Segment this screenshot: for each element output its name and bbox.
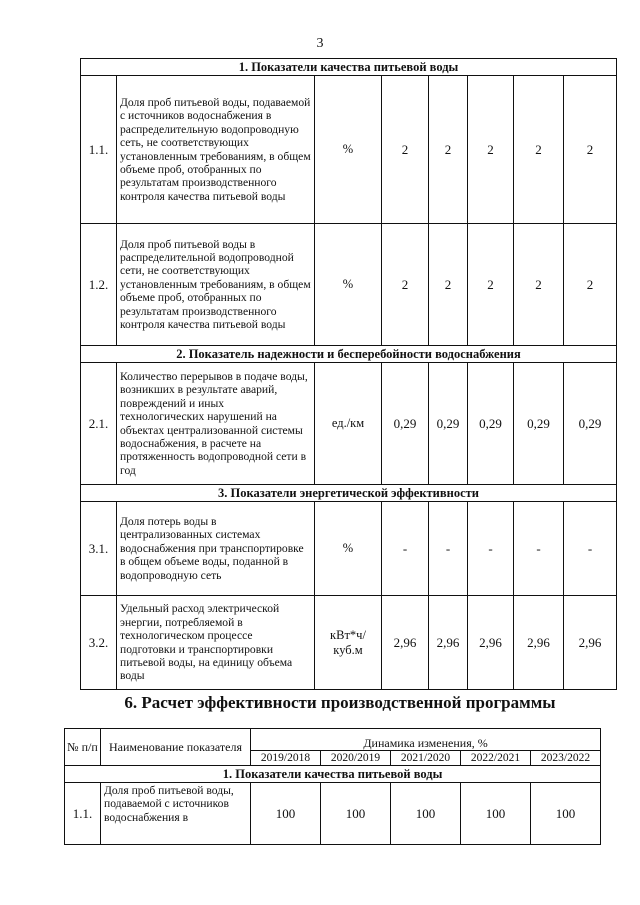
indicator-description: Доля потерь воды в централизованных системах водоснабжения при транспортировке в общем объеме воды, поданной в водопроводную сеть (117, 502, 315, 596)
year-header: 2019/2018 (251, 751, 321, 766)
efficiency-table (64, 728, 601, 845)
value-cell: 0,29 (564, 363, 617, 485)
section-row (81, 59, 617, 76)
value-cell: 100 (391, 783, 461, 845)
value-cell: 2,96 (564, 596, 617, 690)
value-cell: 2 (429, 224, 468, 346)
column-header-name: Наименование показателя (101, 729, 251, 766)
table-row (81, 363, 617, 485)
value-cell: 2 (564, 224, 617, 346)
value-cell: 2 (514, 224, 564, 346)
section-title: 3. Показатели энергетической эффективности (81, 485, 617, 502)
section-row (81, 485, 617, 502)
indicator-description: Доля проб питьевой воды в распределительной водопроводной сети, не соответствующих установленным требованиям, в общем объеме проб, отобранных по результатам производственного контроля качества питьевой воды (117, 224, 315, 346)
row-number: 1.1. (81, 76, 117, 224)
value-cell: 100 (531, 783, 601, 845)
column-header-number: № п/п (65, 729, 101, 766)
value-cell: 2 (429, 76, 468, 224)
row-number: 3.2. (81, 596, 117, 690)
value-cell: 2,96 (429, 596, 468, 690)
year-header: 2023/2022 (531, 751, 601, 766)
value-cell: 2,96 (514, 596, 564, 690)
page-number: 3 (316, 36, 324, 51)
section-title: 1. Показатели качества питьевой воды (65, 766, 601, 783)
row-number: 1.1. (65, 783, 101, 845)
indicators-table (80, 58, 617, 690)
section-heading: 6. Расчет эффективности производственной программы (124, 693, 556, 712)
value-cell: 100 (461, 783, 531, 845)
table-row (65, 783, 601, 845)
table-row (81, 502, 617, 596)
value-cell: - (468, 502, 514, 596)
value-cell: 2,96 (468, 596, 514, 690)
value-cell: 0,29 (514, 363, 564, 485)
value-cell: 0,29 (468, 363, 514, 485)
value-cell: - (382, 502, 429, 596)
year-header: 2021/2020 (391, 751, 461, 766)
value-cell: 2 (468, 76, 514, 224)
year-header: 2022/2021 (461, 751, 531, 766)
value-cell: 0,29 (382, 363, 429, 485)
row-number: 3.1. (81, 502, 117, 596)
indicator-description: Удельный расход электрической энергии, потребляемой в технологическом процессе подготовки и транспортировки питьевой воды, на единицу объема воды (117, 596, 315, 690)
table-row (81, 224, 617, 346)
value-cell: 100 (251, 783, 321, 845)
section-title: 1. Показатели качества питьевой воды (81, 59, 617, 76)
table-row (81, 596, 617, 690)
value-cell: - (564, 502, 617, 596)
indicator-description: Количество перерывов в подаче воды, возникших в результате аварий, повреждений и иных технологических нарушений на объектах централизованной системы водоснабжения, в расчете на протяженность водопроводной сети в год (117, 363, 315, 485)
value-cell: 2 (468, 224, 514, 346)
value-cell: 2 (564, 76, 617, 224)
value-cell: 2 (514, 76, 564, 224)
section-row (81, 346, 617, 363)
value-cell: 0,29 (429, 363, 468, 485)
value-cell: 2 (382, 76, 429, 224)
row-number: 2.1. (81, 363, 117, 485)
value-cell: - (429, 502, 468, 596)
unit-cell: кВт*ч/ куб.м (315, 596, 382, 690)
unit-cell: ед./км (315, 363, 382, 485)
value-cell: 2,96 (382, 596, 429, 690)
unit-cell: % (315, 224, 382, 346)
year-header: 2020/2019 (321, 751, 391, 766)
row-number: 1.2. (81, 224, 117, 346)
value-cell: - (514, 502, 564, 596)
column-header-dynamics: Динамика изменения, % (251, 729, 601, 751)
value-cell: 2 (382, 224, 429, 346)
header-row (65, 729, 601, 751)
indicator-description: Доля проб питьевой воды, подаваемой с источников водоснабжения в (101, 783, 251, 845)
unit-cell: % (315, 502, 382, 596)
indicator-description: Доля проб питьевой воды, подаваемой с источников водоснабжения в распределительную водопроводную сеть, не соответствующих установленным требованиям, в общем объеме проб, отобранных по результатам производственного контроля качества питьевой воды (117, 76, 315, 224)
value-cell: 100 (321, 783, 391, 845)
section-row (65, 766, 601, 783)
table-row (81, 76, 617, 224)
unit-cell: % (315, 76, 382, 224)
section-title: 2. Показатель надежности и бесперебойности водоснабжения (81, 346, 617, 363)
